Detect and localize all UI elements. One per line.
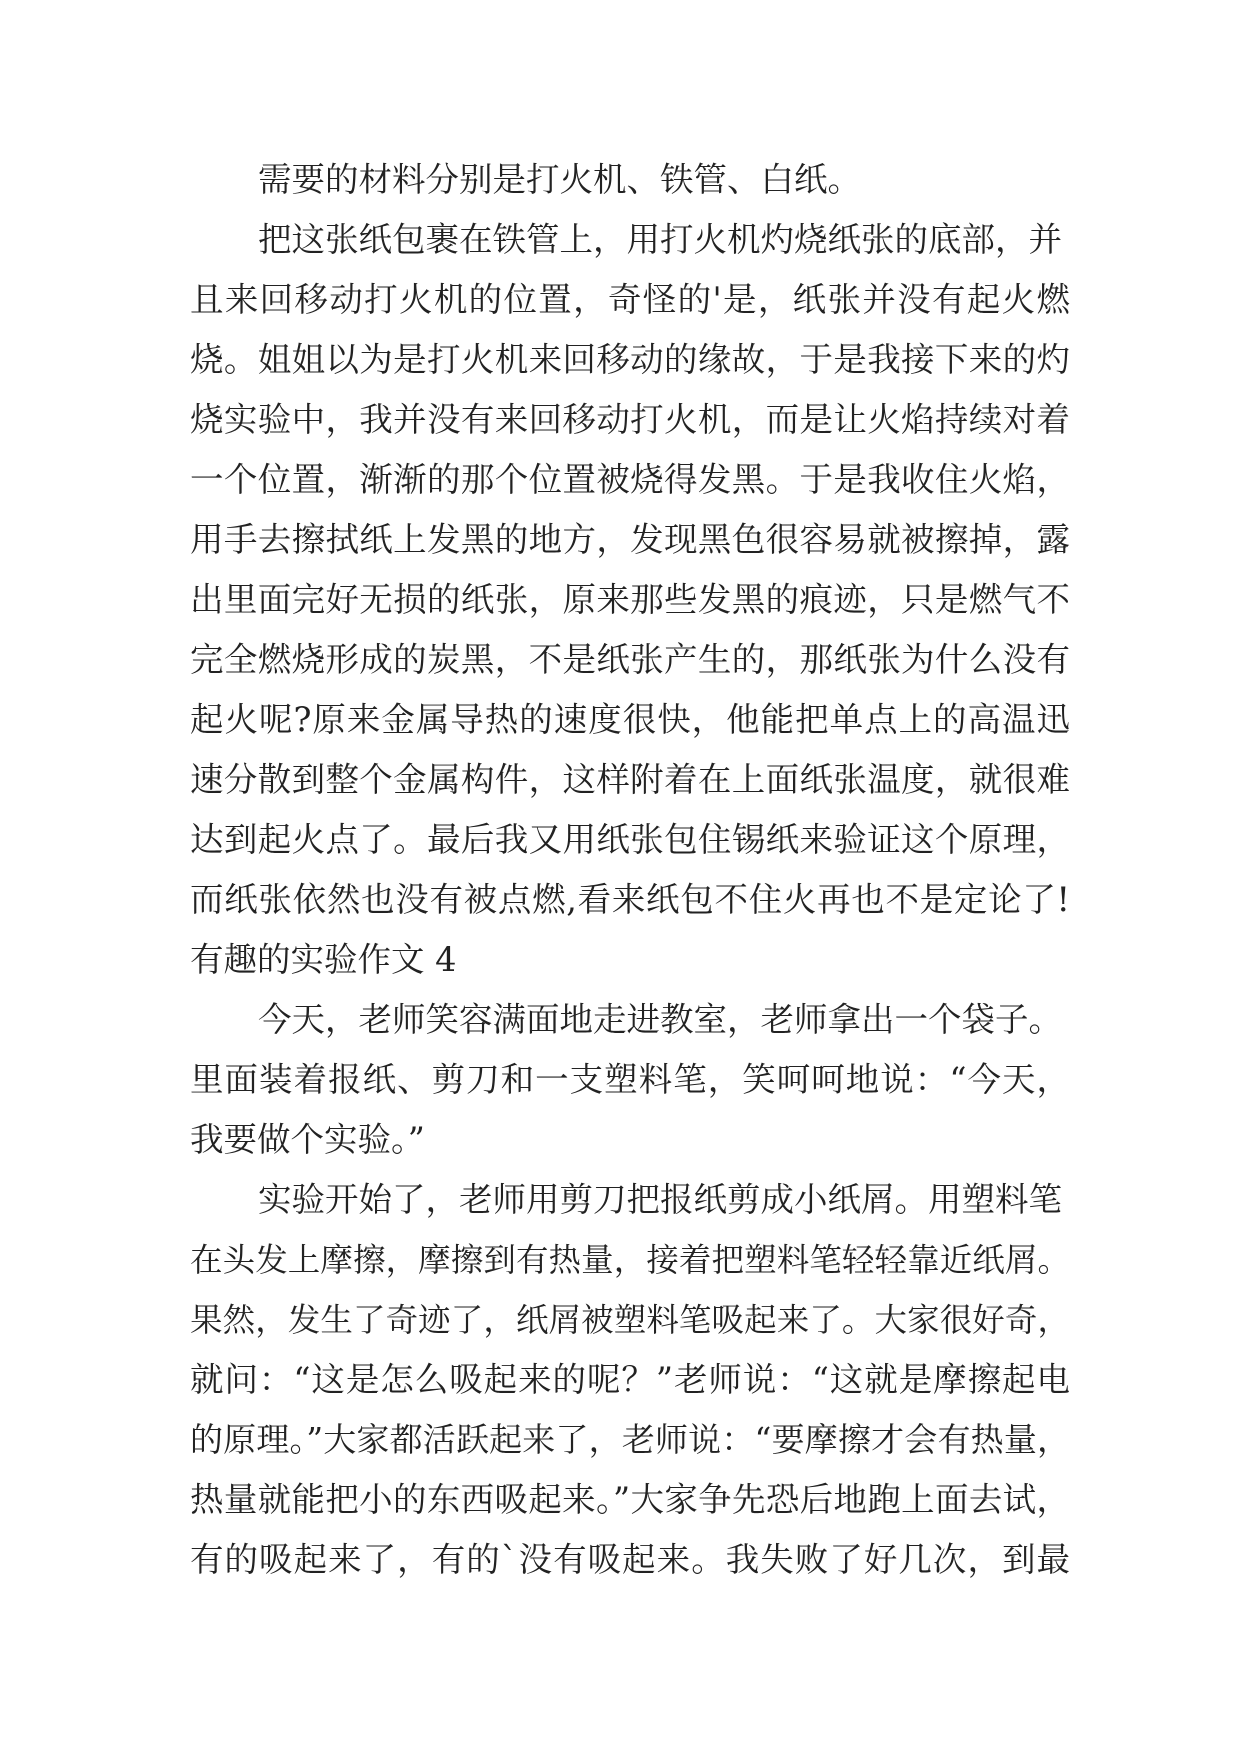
- text-line: 完全燃烧形成的炭黑，不是纸张产生的，那纸张为什么没有: [190, 640, 1070, 679]
- text-line: 需要的材料分别是打火机、铁管、白纸。: [258, 160, 861, 199]
- text-line: 出里面完好无损的纸张，原来那些发黑的痕迹，只是燃气不: [190, 580, 1070, 619]
- text-line: 起火呢?原来金属导热的速度很快，他能把单点上的高温迅: [190, 700, 1070, 739]
- text-line: 果然，发生了奇迹了，纸屑被塑料笔吸起来了。大家很好奇，: [190, 1301, 1070, 1339]
- text-line: 有的吸起来了，有的`没有吸起来。我失败了好几次，到最: [190, 1540, 1070, 1579]
- text-line: 烧实验中，我并没有来回移动打火机，而是让火焰持续对着: [190, 400, 1070, 439]
- text-line: 实验开始了，老师用剪刀把报纸剪成小纸屑。用塑料笔: [258, 1180, 1062, 1219]
- text-line: 把这张纸包裹在铁管上，用打火机灼烧纸张的底部，并: [258, 220, 1062, 259]
- text-line: 烧。姐姐以为是打火机来回移动的缘故，于是我接下来的灼: [190, 340, 1070, 379]
- document-body: [190, 150, 1070, 1590]
- text-line: 速分散到整个金属构件，这样附着在上面纸张温度，就很难: [190, 760, 1070, 799]
- text-line: 且来回移动打火机的位置，奇怪的'是，纸张并没有起火燃: [190, 280, 1070, 319]
- text-line: 用手去擦拭纸上发黑的地方，发现黑色很容易就被擦掉，露: [190, 520, 1070, 559]
- text-line: 今天，老师笑容满面地走进教室，老师拿出一个袋子。: [258, 1000, 1062, 1039]
- text-line: 就问：“这是怎么吸起来的呢？”老师说：“这就是摩擦起电: [190, 1360, 1070, 1399]
- text-line: 的原理。”大家都活跃起来了，老师说：“要摩擦才会有热量，: [190, 1420, 1070, 1459]
- text-line: 热量就能把小的东西吸起来。”大家争先恐后地跑上面去试，: [190, 1480, 1070, 1519]
- text-line: 达到起火点了。最后我又用纸张包住锡纸来验证这个原理，: [190, 820, 1070, 859]
- section-heading: 有趣的实验作文 4: [190, 940, 457, 979]
- text-line: 而纸张依然也没有被点燃,看来纸包不住火再也不是定论了!: [190, 880, 1070, 919]
- text-line: 我要做个实验。”: [190, 1120, 425, 1159]
- text-line: 在头发上摩擦，摩擦到有热量，接着把塑料笔轻轻靠近纸屑。: [190, 1241, 1070, 1279]
- text-line: 一个位置，渐渐的那个位置被烧得发黑。于是我收住火焰，: [190, 460, 1070, 499]
- text-line: 里面装着报纸、剪刀和一支塑料笔，笑呵呵地说：“今天，: [190, 1060, 1070, 1099]
